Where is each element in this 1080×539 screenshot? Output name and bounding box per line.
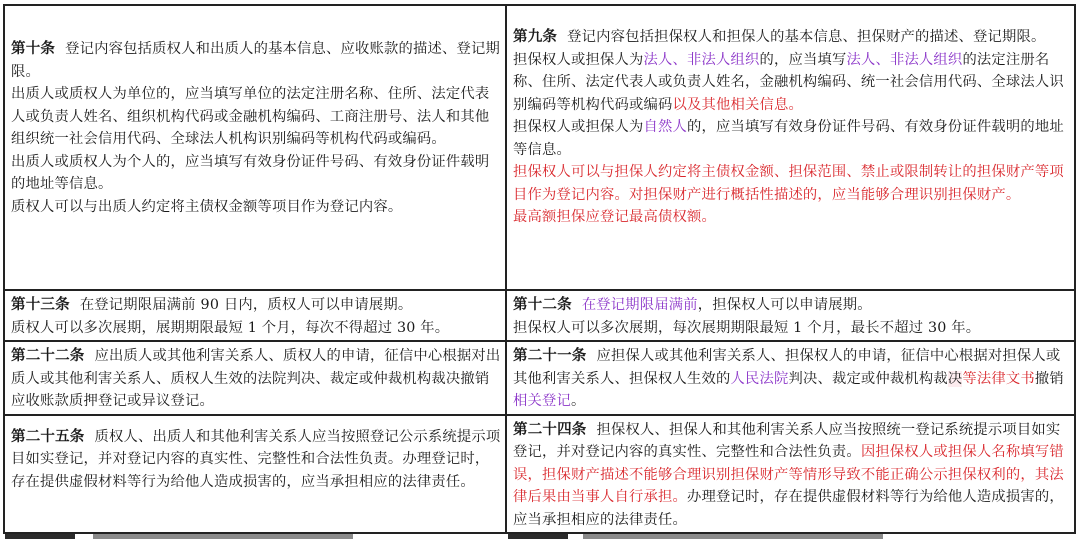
paragraph: 第九条 登记内容包括担保权人和担保人的基本信息、担保财产的描述、登记期限。: [513, 29, 1046, 45]
added-text: 因担保权人或担保人名称填写错误，担保财产描述不能够合理识别担保财产等情形导致不能正确公示担保权利的，其法律后果由当事人自行承担。: [513, 444, 1064, 505]
paragraph: 第二十四条 担保权人、担保人和其他利害关系人应当按照统一登记系统提示项目如实登记，并对登记内容的真实性、完整性和合法性负责。因担保权人或担保人名称填写错误，担保财产描述不能够合理识别担保财产等情形导致不能正确公示担保权利的，其法律后果由当事人自行承担。办理登记时，存在提供虚假材料等行为给他人造成损害的，应当承担相应的法律责任。: [513, 421, 1064, 528]
article-heading: 第十二条: [513, 297, 572, 313]
added-paragraph: 最高额担保应登记最高债权额。: [513, 209, 716, 225]
paragraph: 出质人或质权人为个人的，应当填写有效身份证件号码、有效身份证件载明的地址等信息。: [11, 153, 490, 192]
paragraph: 担保权人可以多次展期，每次展期期限最短 1 个月，最长不超过 30 年。: [513, 319, 981, 336]
paragraph: 质权人可以多次展期，展期期限最短 1 个月，每次不得超过 30 年。: [11, 319, 450, 336]
paragraph: 第二十一条 应担保人或其他利害关系人、担保权人的申请，征信中心根据对担保人或其他利害关系人、担保权人生效的人民法院判决、裁定或仲裁机构裁决等法律文书撤销相关登记。: [513, 348, 1064, 409]
table-row: [4, 5, 1075, 290]
old-article-22-cell: [4, 341, 506, 415]
changed-text: 自然人: [643, 119, 687, 135]
changed-text: 人民法院: [730, 370, 789, 387]
paragraph: 出质人或质权人为单位的，应当填写单位的法定注册名称、住所、法定代表人或负责人姓名、组织机构代码或金融机构编码、工商注册号、法人和其他组织统一社会信用代码、全球法人机构识别编码等机构代码或编码。: [11, 86, 490, 147]
table-row: [4, 415, 1075, 534]
new-article-9-cell: [506, 5, 1075, 290]
article-heading: 第二十一条: [513, 348, 587, 364]
article-heading: 第十条: [11, 41, 56, 57]
paragraph: 第十三条 在登记期限届满前 90 日内，质权人可以申请展期。: [11, 297, 413, 313]
changed-text: 在登记期限届满前: [581, 297, 698, 313]
table-row: [4, 290, 1075, 341]
changed-text: 相关登记: [513, 393, 571, 409]
paragraph: 第二十五条 质权人、出质人和其他利害关系人应当按照登记公示系统提示项目如实登记，并对登记内容的真实性、完整性和合法性负责。办理登记时，存在提供虚假材料等行为给他人造成损害的，应当承担相应的法律责任。: [11, 428, 501, 490]
paragraph: 担保权人或担保人为法人、非法人组织的，应当填写法人、非法人组织的法定注册名称、住所、法定代表人或负责人姓名，金融机构编码、统一社会信用代码、全球法人识别编码等机构代码或编码以及其他相关信息。: [513, 51, 1064, 113]
article-heading: 第九条: [513, 29, 558, 45]
article-heading: 第十三条: [11, 297, 70, 313]
new-article-12-cell: [506, 290, 1075, 341]
article-heading: 第二十二条: [11, 348, 85, 364]
changed-text: 法人、非法人组织: [643, 51, 760, 68]
new-article-21-cell: [506, 341, 1075, 415]
old-article-10-cell: [4, 5, 506, 290]
article-heading: 第二十五条: [11, 428, 85, 445]
table-row: [4, 341, 1075, 415]
article-heading: 第二十四条: [513, 421, 587, 438]
changed-text: 法人、非法人组织: [846, 51, 963, 68]
paragraph: 担保权人或担保人为自然人的，应当填写有效身份证件号码、有效身份证件载明的地址等信息。: [513, 119, 1064, 158]
new-article-24-cell: [506, 415, 1075, 534]
added-text: 等法律文书: [962, 370, 1035, 387]
paragraph: 质权人可以与出质人约定将主债权金额等项目作为登记内容。: [11, 198, 403, 215]
added-text: 以及其他相关信息。: [672, 96, 803, 113]
comparison-table: [3, 4, 1076, 534]
added-paragraph: 担保权人可以与担保人约定将主债权金额、担保范围、禁止或限制转让的担保财产等项目作为登记内容。对担保财产进行概括性描述的，应当能够合理识别担保财产。: [513, 164, 1064, 203]
paragraph: 第十二条 在登记期限届满前，担保权人可以申请展期。: [513, 297, 872, 313]
paragraph: 第十条 登记内容包括质权人和出质人的基本信息、应收账款的描述、登记期限。: [11, 41, 501, 80]
paragraph: 第二十二条 应出质人或其他利害关系人、质权人的申请，征信中心根据对出质人或其他利害关系人、质权人生效的法院判决、裁定或仲裁机构裁决撤销应收账款质押登记或异议登记。: [11, 348, 501, 409]
old-article-13-cell: [4, 290, 506, 341]
old-article-25-cell: [4, 415, 506, 534]
cut-off-next-row: [3, 532, 1076, 539]
